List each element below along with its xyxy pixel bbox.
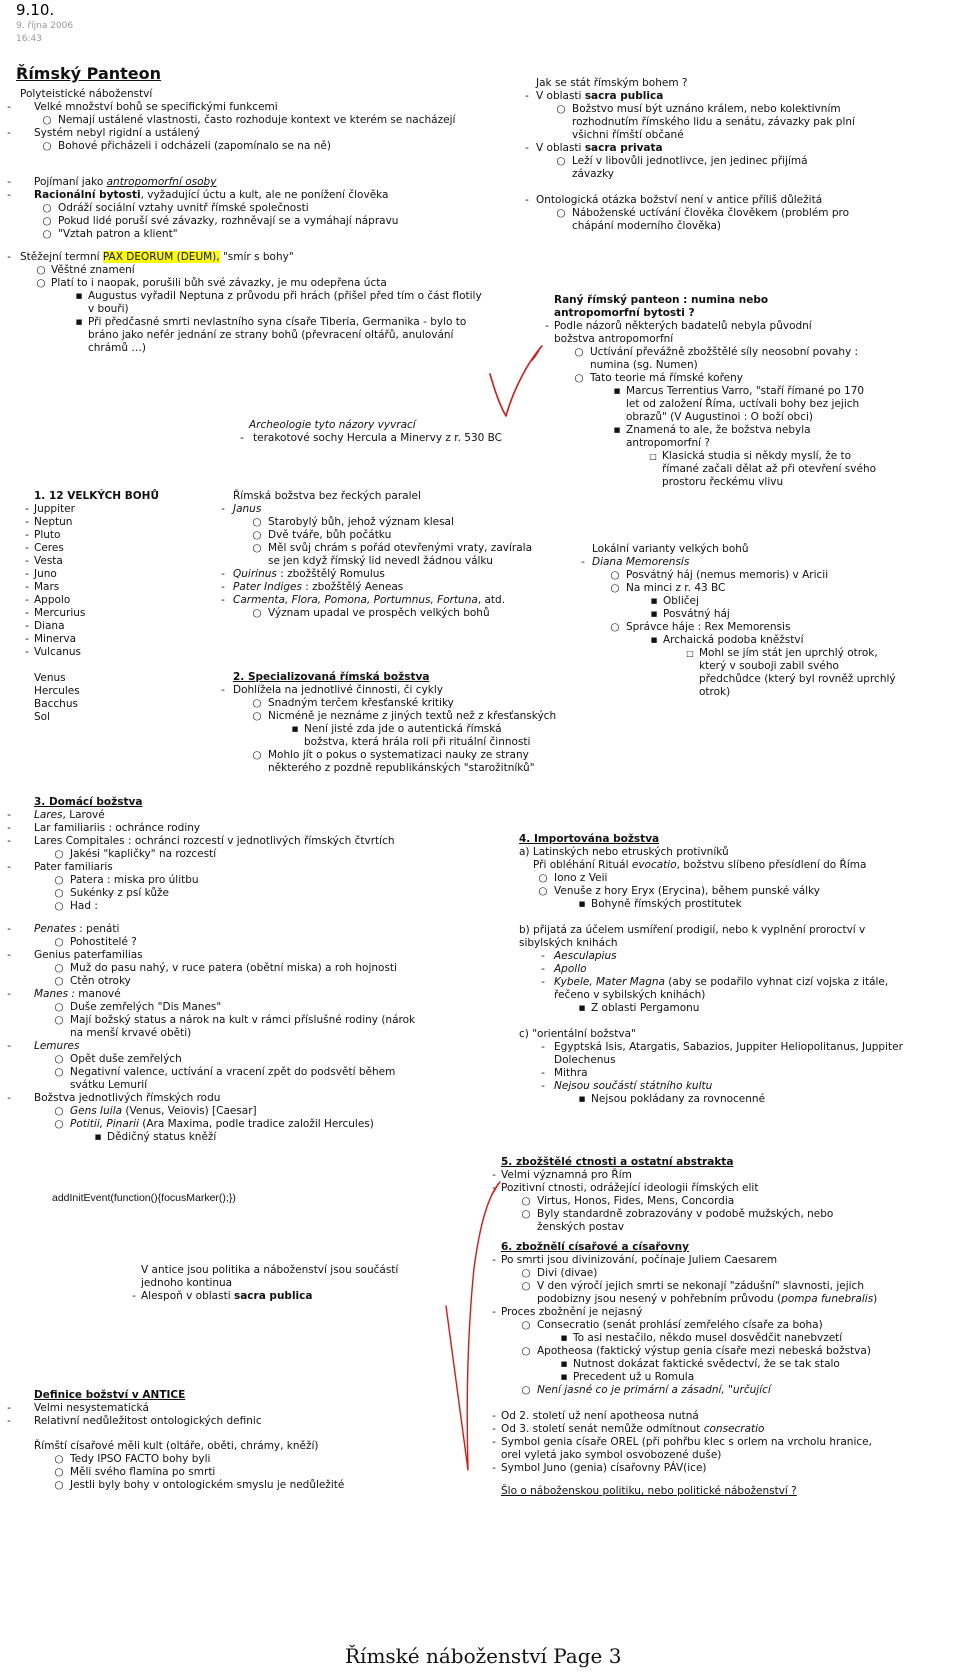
imported-gods-section: 4. Importována božstva a) Latinských nebo etruských protivníků Při obléhání Rituál evocatio, božstvu slíbeno přesídlení do Říma ○ Iono z Veii ○ Venuše z hory Eryx (Erycina), během punské války ■ Bohyně římských prostitutek b) přijatá za účelem usmíření prodigií, nebo k vyplnění proroctví v sibylských knihách - Aesculapius - Apollo - Kybele, Mater Magna (aby se podařilo vyhnat cizí vojska z itále, řečeno v sybilských knihách) ■ Z oblasti Pergamonu c) "orientální božstva" - Egyptská Isis, Atargatis, Sabazios, Juppiter Heliopolitanus, Juppiter Dolechenus - Mithra - Nejsou součástí státního kultu ■ Nejsou pokládany za rovnocenné xyxy=(519,833,919,1106)
god-list-item xyxy=(20,555,170,568)
list-item: Byly standardně zobrazovány v podobě mužských, nebo ženských postav xyxy=(537,1208,834,1233)
god-name: Mercurius xyxy=(34,607,86,619)
list-item: Mohl se jím stát jen uprchlý otrok, který v souboji zabil svého předchůdce (který byl rovněž uprchlý otrok) xyxy=(699,647,896,698)
text: Pojímaní jako xyxy=(34,176,107,188)
god-list-item xyxy=(20,672,170,685)
section-heading: Římská božstva bez řeckých paralel xyxy=(233,490,421,502)
page-date: 9. října 2006 xyxy=(16,21,74,31)
god-name: Pater Indiges xyxy=(233,581,302,593)
term: Racionální bytosti xyxy=(34,189,141,201)
list-item: Snadným terčem křesťanské kritiky xyxy=(268,697,454,709)
god-name: Carmenta, Flora, Pomona, Portumnus, Fortuna xyxy=(233,594,478,606)
section-heading: 1. 12 VELKÝCH BOHŮ xyxy=(34,490,159,502)
pax-deorum-section: - Stěžejní termní PAX DEORUM (DEUM), "smír s bohy" ○ Věštné znamení ○ Platí to i naopak, porušili bůh své závazky, je mu odepřena úcta ■ Augustus vyřadil Neptuna z průvodu při hrách (přišel před tím o část flotily v bouři) ■ Při předčasné smrti nevlastního syna císaře Tiberia, Germanika - bylo to bráno jako nefér jednání ze strany bohů (převracení oltářů, anulování chrámů …) xyxy=(7,251,482,354)
section-heading: Raný římský panteon : numina nebo antropomorfní bytosti ? xyxy=(554,294,769,319)
term: pompa funebralis xyxy=(781,1293,874,1305)
specialized-gods-section: 2. Specializovaná římská božstva - Dohlížela na jednotlivé činnosti, či cykly ○ Snadným terčem křesťanské kritiky ○ Nicméně je neznáme z jiných textů než z křesťanských ■ Není jisté zda jde o autentická římská božstva, která hrála roli při rituální činnosti ○ Mohlo jít o pokus o systematizaci nauky ze strany některého z pozdně republikánských "starožitníků" xyxy=(220,671,560,775)
term: sacra publica xyxy=(233,1290,313,1302)
question: Jak se stát římským bohem ? xyxy=(536,77,688,89)
dash-marker: - xyxy=(25,607,29,619)
dash-marker: - xyxy=(25,594,29,606)
list-item: Starobylý bůh, jehož význam klesal xyxy=(268,516,454,528)
early-pantheon-section: Raný římský panteon : numina nebo antropomorfní bytosti ? - Podle názorů některých badatelů nebyla původní božstva antropomorfní ○ Uctívání převážně zbožštělé síly neosobní povahy : numina (sg. Numen) ○ Tato teorie má římské kořeny ■ Marcus Terrentius Varro, "staří římané po 170 let od založení Říma, uctívali bohy bez jejich obrazů" (V Augustinoi : O boží obci) ■ Znamená to ale, že božstva nebyla antropomorfní ? □ Klasická studia si někdy myslí, že to římané začali dělat až při otevření svého prostoru řeckému vlivu xyxy=(540,294,900,489)
list-item: Virtus, Honos, Fides, Mens, Concordia xyxy=(537,1195,735,1207)
term: sacra privata xyxy=(584,142,663,154)
god-name: Janus xyxy=(233,503,262,515)
god-name: Mars xyxy=(34,581,60,593)
god-name: Sol xyxy=(34,711,51,723)
god-list-item xyxy=(20,542,170,555)
definition-section: Definice božství v ANTICE - Velmi nesystematická - Relativní nedůležitost ontologických definic Římští císařové měli kult (oltáře, oběti, chrámy, kněží) ○ Tedy IPSO FACTO bohy byli ○ Měli svého flamina po smrti ○ Jestli byly bohy v ontologickém smyslu je nedůležité xyxy=(20,1389,380,1492)
local-variants-section: Lokální varianty velkých bohů - Diana Memorensis ○ Posvátný háj (nemus memoris) v Aricii ○ Na minci z r. 43 BC ■ Obličej ■ Posvátný háj ○ Správce háje : Rex Memorensis ■ Archaická podoba kněžství □ Mohl se jím stát jen uprchlý otrok, který v souboji zabil svého předchůdce (který byl rovněž uprchlý otrok) xyxy=(592,543,922,699)
god-name: Hercules xyxy=(34,685,80,697)
god-name: Apollo xyxy=(554,963,587,975)
list-item: Archaická podoba kněžství xyxy=(663,634,804,646)
list-item: Opět duše zemřelých xyxy=(70,1053,182,1065)
text: (Ara Maxima, podle tradice založil Hercules) xyxy=(138,1118,374,1130)
list-item: Posvátný háj xyxy=(663,608,730,620)
god-name: Diana xyxy=(34,620,65,632)
text: V den výročí jejich smrti se nekonají "zádušní" slavnosti, jejich podobizny jsou nesený v pohřebním průvodu ( xyxy=(537,1280,864,1305)
archeology-note: Archeologie tyto názory vyvrací xyxy=(249,419,416,431)
list-item: Mithra xyxy=(554,1067,588,1079)
text: , Larové xyxy=(62,809,105,821)
text: ) xyxy=(873,1293,878,1305)
text: "smír s bohy" xyxy=(219,251,294,263)
list-item: Ctěn otroky xyxy=(70,975,131,987)
list-item: Božstva jednotlivých římských rodu xyxy=(34,1092,221,1104)
text: V oblasti xyxy=(536,142,585,154)
list-item: Pater familiaris xyxy=(34,861,113,873)
list-item: Pozitivní ctnosti, odrážející ideologii římských elit xyxy=(501,1182,759,1194)
text: (aby se podařilo vyhnat cizí vojska z itále, řečeno v sybilských knihách) xyxy=(554,976,889,1001)
list-item: Platí to i naopak, porušili bůh své závazky, je mu odepřena úcta xyxy=(51,277,387,289)
god-name: Juppiter xyxy=(34,503,75,515)
god-name: Gens Iuila xyxy=(70,1105,123,1117)
god-list-item xyxy=(20,620,170,633)
god-list-item xyxy=(20,607,170,620)
domestic-gods-section: 3. Domácí božstva - Lares, Larové - Lar familiariis : ochránce rodiny - Lares Compitales : ochránci rozcestí v jednotlivých římských čtvrtích ○ Jakési "kapličky" na rozcestí - Pater familiaris ○ Patera : miska pro úlitbu ○ Sukénky z psí kůže ○ Had : - Penates : penáti ○ Pohostitelé ? - Genius paterfamilias ○ Muž do pasu nahý, v ruce patera (obětní miska) a roh hojnosti ○ Ctěn otroky - Manes : manové ○ Duše zemřelých "Dis Manes" ○ Mají božský status a nárok na kult v rámci příslušné rodiny (nárok na menší krvavé oběti) - Lemures ○ Opět duše zemřelých ○ Negativní valence, uctívání a vracení zpět do podsvětí během svátku Lemurií - Božstva jednotlivých římských rodu ○ Gens Iuila (Venus, Veiovis) [Caesar] ○ Potitii, Pinarii (Ara Maxima, podle tradice založil Hercules) ■ Dědičný status kněží xyxy=(20,796,450,1144)
god-name: Appolo xyxy=(34,594,71,606)
list-item: Tedy IPSO FACTO bohy byli xyxy=(70,1453,211,1465)
subsection-heading: c) "orientální božstva" xyxy=(519,1028,636,1040)
list-item: Lares Compitales : ochránci rozcestí v jednotlivých římských čtvrtích xyxy=(34,835,395,847)
gods-extra-list xyxy=(20,672,170,724)
text: Při obléhání Rituál xyxy=(533,859,632,871)
list-item: Divi (divae) xyxy=(537,1267,598,1279)
text: : zbožštělý Aeneas xyxy=(301,581,404,593)
list-item: Z oblasti Pergamonu xyxy=(591,1002,700,1014)
section-heading: 5. zbožštělé ctnosti a ostatní abstrakta xyxy=(501,1156,734,1168)
page-date-title: 9.10. xyxy=(16,1,55,19)
list-item: Had : xyxy=(70,900,98,912)
become-god-section: Jak se stát římským bohem ? - V oblasti sacra publica ○ Božstvo musí být uznáno králem, nebo kolektivním rozhodnutím římského lidu a senátu, závazky pak plní všichni římští občané - V oblasti sacra privata ○ Leží v libovůli jednotlivce, jen jedinec přijímá závazky - Ontologická otázka božství není v antice příliš důležitá ○ Náboženské uctívání člověka člověkem (problém pro chápání moderního člověka) xyxy=(520,77,910,233)
term: consecratio xyxy=(703,1423,765,1435)
list-item: Znamená to ale, že božstva nebyla antropomorfní ? xyxy=(626,424,811,449)
twelve-gods-section xyxy=(20,490,170,724)
god-list-item xyxy=(20,503,170,516)
list-item: Obličej xyxy=(663,595,699,607)
polytheism-heading: Polyteistické náboženství xyxy=(20,88,153,100)
page-time: 16:43 xyxy=(16,34,42,44)
section-heading: 6. zbožnělí císařové a císařovny xyxy=(501,1241,689,1253)
term: antropomorfní osoby xyxy=(106,176,217,188)
list-item: Lar familiariis : ochránce rodiny xyxy=(34,822,201,834)
list-item: Odráží sociální vztahy uvnitř římské společnosti xyxy=(58,202,309,214)
list-item: Relativní nedůležitost ontologických definic xyxy=(34,1415,262,1427)
list-item: Podle názorů některých badatelů nebyla původní božstva antropomorfní xyxy=(554,320,812,345)
text: Stěžejní termní xyxy=(20,251,103,263)
text: Alespoň v oblasti xyxy=(141,1290,234,1302)
list-item: Proces zbožnění je nejasný xyxy=(501,1306,643,1318)
god-list-item xyxy=(20,685,170,698)
god-name: Quirinus xyxy=(233,568,277,580)
dash-marker: - xyxy=(25,620,29,632)
emperors-section: 6. zbožnělí císařové a císařovny - Po smrti jsou divinizování, počínaje Juliem Caesarem ○ Divi (divae) ○ V den výročí jejich smrti se nekonají "zádušní" slavnosti, jejich podobizny jsou nesený v pohřebním průvodu (pompa funebralis) - Proces zbožnění je nejasný ○ Consecratio (senát prohlásí zemřelého císaře za boha) ■ To asi nestačilo, někdo musel dosvědčit nanebvzetí ○ Apotheosa (faktický výstup genia císaře mezi nebeská božstva) ■ Nutnost dokázat faktické svědectví, že se tak stalo ■ Precedent už u Romula ○ Není jasné co je primární a zásadní, "určující - Od 2. století už není apotheosa nutná - Od 3. století senát nemůže odmítnout consecratio - Symbol genia císaře OREL (při pohřbu klec s orlem na vrcholu hranice, orel vyletá jako symbol osvobozené duše) - Symbol Juno (genia) císařovny PÁV(ice) Šlo o náboženskou politiku, nebo politické náboženství ? xyxy=(487,1241,907,1498)
text: : penáti xyxy=(75,923,120,935)
list-item: Bohové přicházeli i odcházeli (zapomínalo se na ně) xyxy=(58,140,331,152)
god-name: Bacchus xyxy=(34,698,78,710)
list-item: Význam upadal ve prospěch velkých bohů xyxy=(268,607,490,619)
list-item: Velmi významná pro Řím xyxy=(501,1169,632,1181)
list-item: Nemají ustálené vlastnosti, často rozhoduje kontext ve kterém se nacházejí xyxy=(58,114,456,126)
section-heading: 3. Domácí božstva xyxy=(34,796,143,808)
list-item: Měl svůj chrám s pořád otevřenými vraty, zavírala se jen když římský lid nevedl žádnou válku xyxy=(268,542,533,567)
god-name: Pluto xyxy=(34,529,61,541)
red-check-mark-icon xyxy=(444,1178,504,1478)
list-item: Marcus Terrentius Varro, "staří římané po 170 let od založení Říma, uctívali bohy bez jejich obrazů" (V Augustinoi : O boží obci) xyxy=(626,385,865,423)
list-item: Leží v libovůli jednotlivce, jen jedinec přijímá závazky xyxy=(572,155,808,180)
virtues-section: 5. zbožštělé ctnosti a ostatní abstrakta - Velmi významná pro Řím - Pozitivní ctnosti, odrážející ideologii římských elit ○ Virtus, Honos, Fides, Mens, Concordia ○ Byly standardně zobrazovány v podobě mužských, nebo ženských postav xyxy=(487,1156,907,1234)
list-item: Consecratio (senát prohlásí zemřelého císaře za boha) xyxy=(537,1319,823,1331)
list-item: Velmi nesystematická xyxy=(34,1402,149,1414)
list-item: Duše zemřelých "Dis Manes" xyxy=(70,1001,222,1013)
text: : zbožštělý Romulus xyxy=(276,568,385,580)
red-check-mark-icon xyxy=(488,340,548,430)
dash-marker: - xyxy=(25,503,29,515)
god-name: Vulcanus xyxy=(34,646,82,658)
dash-marker: - xyxy=(25,516,29,528)
anthropomorphic-section: - Pojímaní jako antropomorfní osoby - Racionální bytosti, vyžadující úctu a kult, ale ne ponížení člověka ○ Odráží sociální vztahy uvnitř římské společnosti ○ Pokud lidé poruší své závazky, rozhněvají se a vymáhají nápravu ○ "Vztah patron a klient" xyxy=(7,176,399,240)
archeology-section: Archeologie tyto názory vyvrací - terakotové sochy Hercula a Minervy z r. 530 BC xyxy=(235,419,535,445)
polytheism-section: Polyteistické náboženství - Velké množství bohů se specifickými funkcemi ○ Nemají ustálené vlastnosti, často rozhoduje kontext ve kterém se nacházejí - Systém nebyl rigidní a ustálený ○ Bohové přicházeli i odcházeli (zapomínalo se na ně) xyxy=(20,88,490,153)
god-list-item xyxy=(20,646,170,659)
note-text: V antice jsou politika a náboženství jsou součástí jednoho kontinua xyxy=(141,1264,399,1289)
gods-list xyxy=(20,503,170,659)
section-heading: Definice božství v ANTICE xyxy=(34,1389,186,1401)
list-item: Patera : miska pro úlitbu xyxy=(70,874,199,886)
page-title: Římský Panteon xyxy=(16,64,162,83)
list-item: Měli svého flamina po smrti xyxy=(70,1466,216,1478)
list-item: Nejsou součástí státního kultu xyxy=(554,1080,713,1092)
god-name: Penates xyxy=(34,923,76,935)
list-item: Dvě tváře, bůh počátku xyxy=(268,529,392,541)
list-item: "Vztah patron a klient" xyxy=(58,228,178,240)
list-item: Precedent už u Romula xyxy=(573,1371,695,1383)
dash-marker: - xyxy=(25,555,29,567)
text: (Venus, Veiovis) [Caesar] xyxy=(122,1105,257,1117)
section-heading: 4. Importována božstva xyxy=(519,833,660,845)
list-item: terakotové sochy Hercula a Minervy z r. 530 BC xyxy=(253,432,502,444)
highlighted-term: PAX DEORUM (DEUM), xyxy=(102,251,220,263)
list-item: Věštné znamení xyxy=(51,264,135,276)
god-name: Kybele, Mater Magna xyxy=(554,976,665,988)
section-heading: Lokální varianty velkých bohů xyxy=(592,543,749,555)
subsection-heading: b) přijatá za účelem usmíření prodigií, nebo k vyplnění proroctví v sibylských knihách xyxy=(519,924,866,949)
list-item: Klasická studia si někdy myslí, že to římané začali dělat až při otevření svého prostoru řeckému vlivu xyxy=(662,450,877,488)
list-item: Nicméně je neznáme z jiných textů než z křesťanských xyxy=(268,710,557,722)
list-item: Negativní valence, uctívání a vracení zpět do podsvětí během svátku Lemurií xyxy=(70,1066,396,1091)
list-item: Při předčasné smrti nevlastního syna císaře Tiberia, Germanika - bylo to bráno jako nefér jednání ze strany bohů (převracení oltářů, anulování chrámů …) xyxy=(88,316,467,354)
list-item: Genius paterfamilias xyxy=(34,949,143,961)
list-item: Dědičný status kněží xyxy=(107,1131,217,1143)
god-name: Juno xyxy=(34,568,57,580)
god-name: Potitii, Pinarii xyxy=(70,1118,139,1130)
list-item: Apotheosa (faktický výstup genia císaře mezi nebeská božstva) xyxy=(537,1345,871,1357)
god-name: Venus xyxy=(34,672,66,684)
section-heading: 2. Specializovaná římská božstva xyxy=(233,671,430,683)
page-footer: Římské náboženství Page 3 xyxy=(345,1644,622,1668)
god-name: Neptun xyxy=(34,516,73,528)
list-item: Tato teorie má římské kořeny xyxy=(590,372,744,384)
list-item: Muž do pasu nahý, v ruce patera (obětní miska) a roh hojnosti xyxy=(70,962,397,974)
list-item: Sukénky z psí kůže xyxy=(70,887,170,899)
closing-question: Šlo o náboženskou politiku, nebo politické náboženství ? xyxy=(501,1485,797,1497)
list-item: Jestli byly bohy v ontologickém smyslu je nedůležité xyxy=(70,1479,345,1491)
god-name: Diana Memorensis xyxy=(592,556,690,568)
text: , atd. xyxy=(477,594,506,606)
list-item: Symbol Juno (genia) císařovny PÁV(ice) xyxy=(501,1462,707,1474)
list-item: Augustus vyřadil Neptuna z průvodu při hrách (přišel před tím o část flotily v bouři) xyxy=(88,290,482,315)
list-item: Pohostitelé ? xyxy=(70,936,137,948)
dash-marker: - xyxy=(25,581,29,593)
god-list-item xyxy=(20,568,170,581)
god-list-item xyxy=(20,594,170,607)
god-name: Aesculapius xyxy=(554,950,617,962)
dash-marker: - xyxy=(25,633,29,645)
list-item: Nejsou pokládany za rovnocenné xyxy=(591,1093,766,1105)
list-item: Iono z Veii xyxy=(554,872,608,884)
god-name: Lares xyxy=(34,809,63,821)
god-name: Lemures xyxy=(34,1040,80,1052)
list-item: Venuše z hory Eryx (Erycina), během punské války xyxy=(554,885,820,897)
text: , božstvu slíbeno přesídlení do Říma xyxy=(676,859,867,871)
list-item: Bohyně římských prostitutek xyxy=(591,898,742,910)
code-snippet: addInitEvent(function(){focusMarker();}) xyxy=(52,1192,236,1204)
list-item: Není jasné co je primární a zásadní, "určující xyxy=(537,1384,771,1396)
god-name: Vesta xyxy=(34,555,63,567)
god-list-item xyxy=(20,711,170,724)
term: sacra publica xyxy=(584,90,664,102)
list-item: Uctívání převážně zbožštělé síly neosobní povahy : numina (sg. Numen) xyxy=(590,346,859,371)
list-item: Symbol genia císaře OREL (při pohřbu klec s orlem na vrcholu hranice, orel vyletá jako symbol osvobozené duše) xyxy=(501,1436,872,1461)
list-item: Od 2. století už není apotheosa nutná xyxy=(501,1410,699,1422)
dash-marker: - xyxy=(25,542,29,554)
text: , vyžadující úctu a kult, ale ne ponížení člověka xyxy=(140,189,389,201)
dash-marker: - xyxy=(25,646,29,658)
god-list-item xyxy=(20,516,170,529)
god-name: Manes : xyxy=(34,988,75,1000)
god-list-item xyxy=(20,529,170,542)
list-item: Nutnost dokázat faktické svědectví, že se tak stalo xyxy=(573,1358,840,1370)
list-item: Posvátný háj (nemus memoris) v Aricii xyxy=(626,569,829,581)
roman-gods-section: Římská božstva bez řeckých paralel - Janus ○ Starobylý bůh, jehož význam klesal ○ Dvě tváře, bůh počátku ○ Měl svůj chrám s pořád otevřenými vraty, zavírala se jen když římský lid nevedl žádnou válku - Quirinus : zbožštělý Romulus - Pater Indiges : zbožštělý Aeneas - Carmenta, Flora, Pomona, Portumnus, Fortuna, atd. ○ Význam upadal ve prospěch velkých bohů xyxy=(220,490,550,620)
list-item: Pokud lidé poruší své závazky, rozhněvají se a vymáhají nápravu xyxy=(58,215,399,227)
dash-marker: - xyxy=(25,529,29,541)
dash-marker: - xyxy=(25,568,29,580)
term: evocatio xyxy=(631,859,677,871)
list-item: Není jisté zda jde o autentická římská božstva, která hrála roli při rituální činnosti xyxy=(304,723,531,748)
text: Od 3. století senát nemůže odmítnout xyxy=(501,1423,704,1435)
list-item: Po smrti jsou divinizování, počínaje Juliem Caesarem xyxy=(501,1254,778,1266)
list-item: Jakési "kapličky" na rozcestí xyxy=(70,848,217,860)
text: manové xyxy=(74,988,121,1000)
text: V oblasti xyxy=(536,90,585,102)
god-name: Ceres xyxy=(34,542,64,554)
list-item: Dohlížela na jednotlivé činnosti, či cykly xyxy=(233,684,443,696)
god-name: Minerva xyxy=(34,633,77,645)
list-item: Systém nebyl rigidní a ustálený xyxy=(34,127,200,139)
list-item: Správce háje : Rex Memorensis xyxy=(626,621,791,633)
list-item: Velké množství bohů se specifickými funkcemi xyxy=(34,101,278,113)
statement: Římští císařové měli kult (oltáře, oběti, chrámy, kněží) xyxy=(34,1440,319,1452)
list-item: Mají božský status a nárok na kult v rámci příslušné rodiny (nárok na menší krvavé oběti) xyxy=(70,1014,416,1039)
list-item: To asi nestačilo, někdo musel dosvědčit nanebvzetí xyxy=(573,1332,843,1344)
subsection-heading: a) Latinských nebo etruských protivníků xyxy=(519,846,729,858)
list-item: Božstvo musí být uznáno králem, nebo kolektivním rozhodnutím římského lidu a senátu, závazky pak plní všichni římští občané xyxy=(572,103,855,141)
god-list-item xyxy=(20,581,170,594)
list-item: Náboženské uctívání člověka člověkem (problém pro chápání moderního člověka) xyxy=(572,207,850,232)
list-item: Na minci z r. 43 BC xyxy=(626,582,726,594)
list-item: Ontologická otázka božství není v antice příliš důležitá xyxy=(536,194,823,206)
list-item: Mohlo jít o pokus o systematizaci nauky ze strany některého z pozdně republikánských "starožitníků" xyxy=(268,749,535,774)
antiquity-note: V antice jsou politika a náboženství jsou součástí jednoho kontinua - Alespoň v oblasti sacra publica xyxy=(127,1264,447,1303)
god-list-item xyxy=(20,698,170,711)
list-item: Egyptská Isis, Atargatis, Sabazios, Juppiter Heliopolitanus, Juppiter Dolechenus xyxy=(554,1041,903,1066)
god-list-item xyxy=(20,633,170,646)
